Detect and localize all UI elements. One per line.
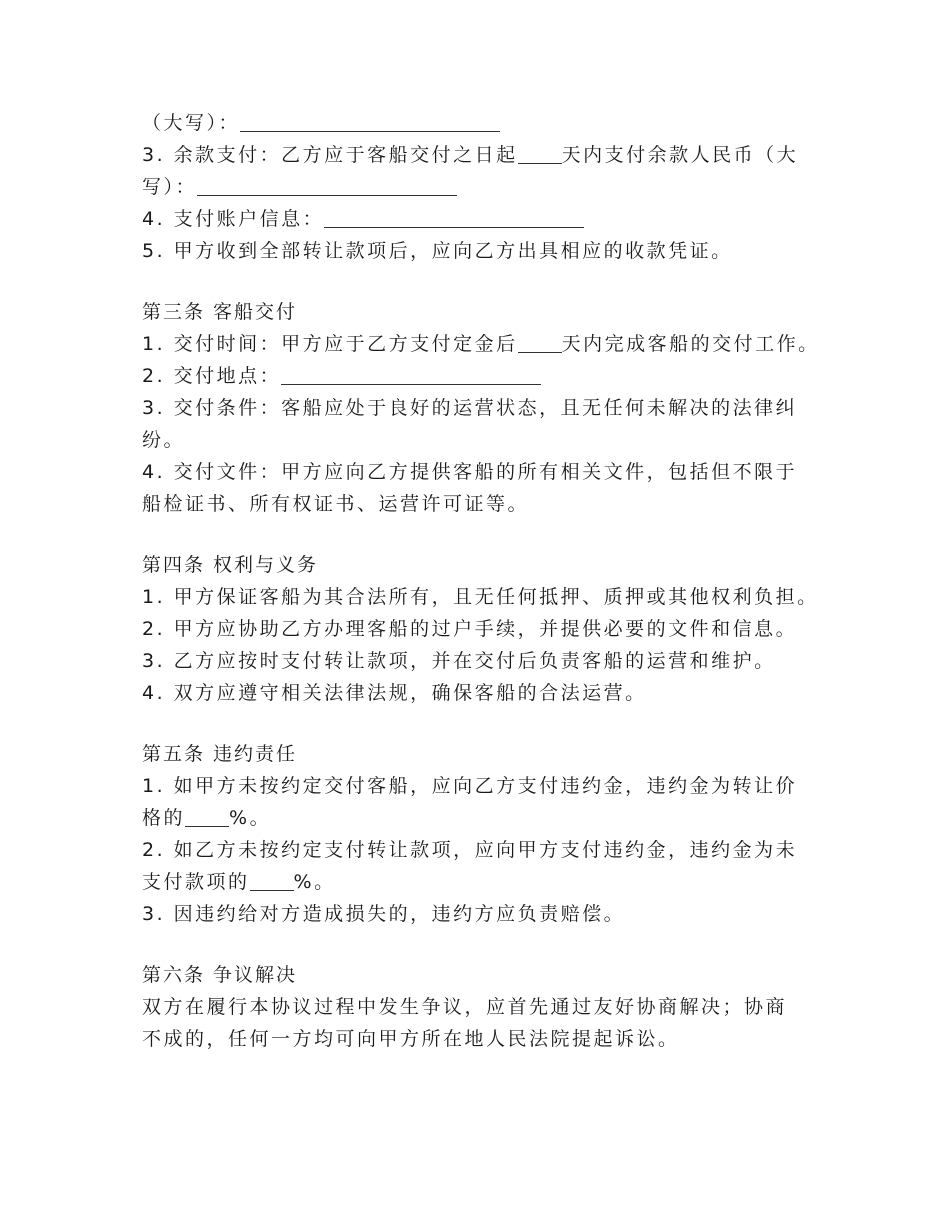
delivery-item-3-cont: 纷。 <box>142 429 186 451</box>
delivery-item-1 <box>142 328 842 360</box>
section-5-title: 第五条 违约责任 <box>142 743 298 765</box>
dispute-paragraph-line-1: 双方在履行本协议过程中发生争议，应首先通过友好协商解决；协商 <box>142 996 788 1018</box>
section-6-title: 第六条 争议解决 <box>142 964 298 986</box>
fill-in-blank <box>518 143 562 164</box>
section-3-title: 第三条 客船交付 <box>142 301 298 323</box>
text: 4. 支付账户信息： <box>142 208 325 230</box>
delivery-item-4-cont: 船检证书、所有权证书、运营许可证等。 <box>142 493 530 515</box>
delivery-item-2 <box>142 360 842 392</box>
breach-item-2-cont <box>142 866 842 898</box>
fill-in-blank <box>197 175 457 196</box>
payment-line-amount-caps <box>142 107 842 139</box>
rights-item-1: 1. 甲方保证客船为其合法所有，且无任何抵押、质押或其他权利负担。 <box>142 586 819 608</box>
breach-item-1-cont <box>142 802 842 834</box>
fill-in-blank <box>185 806 229 827</box>
breach-item-2: 2. 如乙方未按约定支付转让款项，应向甲方支付违约金，违约金为未 <box>142 839 798 861</box>
fill-in-blank <box>240 111 500 132</box>
breach-item-1: 1. 如甲方未按约定交付客船，应向乙方支付违约金，违约金为转让价 <box>142 775 798 797</box>
fill-in-blank <box>324 207 584 228</box>
text: %。 <box>293 871 336 893</box>
breach-item-3: 3. 因违约给对方造成损失的，违约方应负责赔偿。 <box>142 903 626 925</box>
text: 天内完成客船的交付工作。 <box>561 333 820 355</box>
text: 格的 <box>142 807 186 829</box>
text: 2. 交付地点： <box>142 365 282 387</box>
text: 天内支付余款人民币（大 <box>561 144 799 166</box>
dispute-paragraph-line-2: 不成的，任何一方均可向甲方所在地人民法院提起诉讼。 <box>142 1028 680 1050</box>
fill-in-blank <box>281 364 541 385</box>
text: 写）： <box>142 176 198 198</box>
section-4-title: 第四条 权利与义务 <box>142 554 319 576</box>
delivery-item-4: 4. 交付文件：甲方应向乙方提供客船的所有相关文件，包括但不限于 <box>142 461 798 483</box>
document-body <box>142 107 842 1055</box>
text: %。 <box>229 807 272 829</box>
payment-item-4 <box>142 203 842 235</box>
delivery-item-3: 3. 交付条件：客船应处于良好的运营状态，且无任何未解决的法律纠 <box>142 397 798 419</box>
rights-item-4: 4. 双方应遵守相关法律法规，确保客船的合法运营。 <box>142 682 647 704</box>
fill-in-blank <box>518 332 562 353</box>
payment-item-3 <box>142 139 842 171</box>
text: 3. 余款支付：乙方应于客船交付之日起 <box>142 144 518 166</box>
rights-item-2: 2. 甲方应协助乙方办理客船的过户手续，并提供必要的文件和信息。 <box>142 618 798 640</box>
rights-item-3: 3. 乙方应按时支付转让款项，并在交付后负责客船的运营和维护。 <box>142 650 776 672</box>
payment-item-5: 5. 甲方收到全部转让款项后，应向乙方出具相应的收款凭证。 <box>142 240 733 262</box>
payment-item-3-cont <box>142 171 842 203</box>
text: 1. 交付时间：甲方应于乙方支付定金后 <box>142 333 518 355</box>
text: 支付款项的 <box>142 871 250 893</box>
text: （大写）： <box>142 112 241 134</box>
fill-in-blank <box>250 870 294 891</box>
